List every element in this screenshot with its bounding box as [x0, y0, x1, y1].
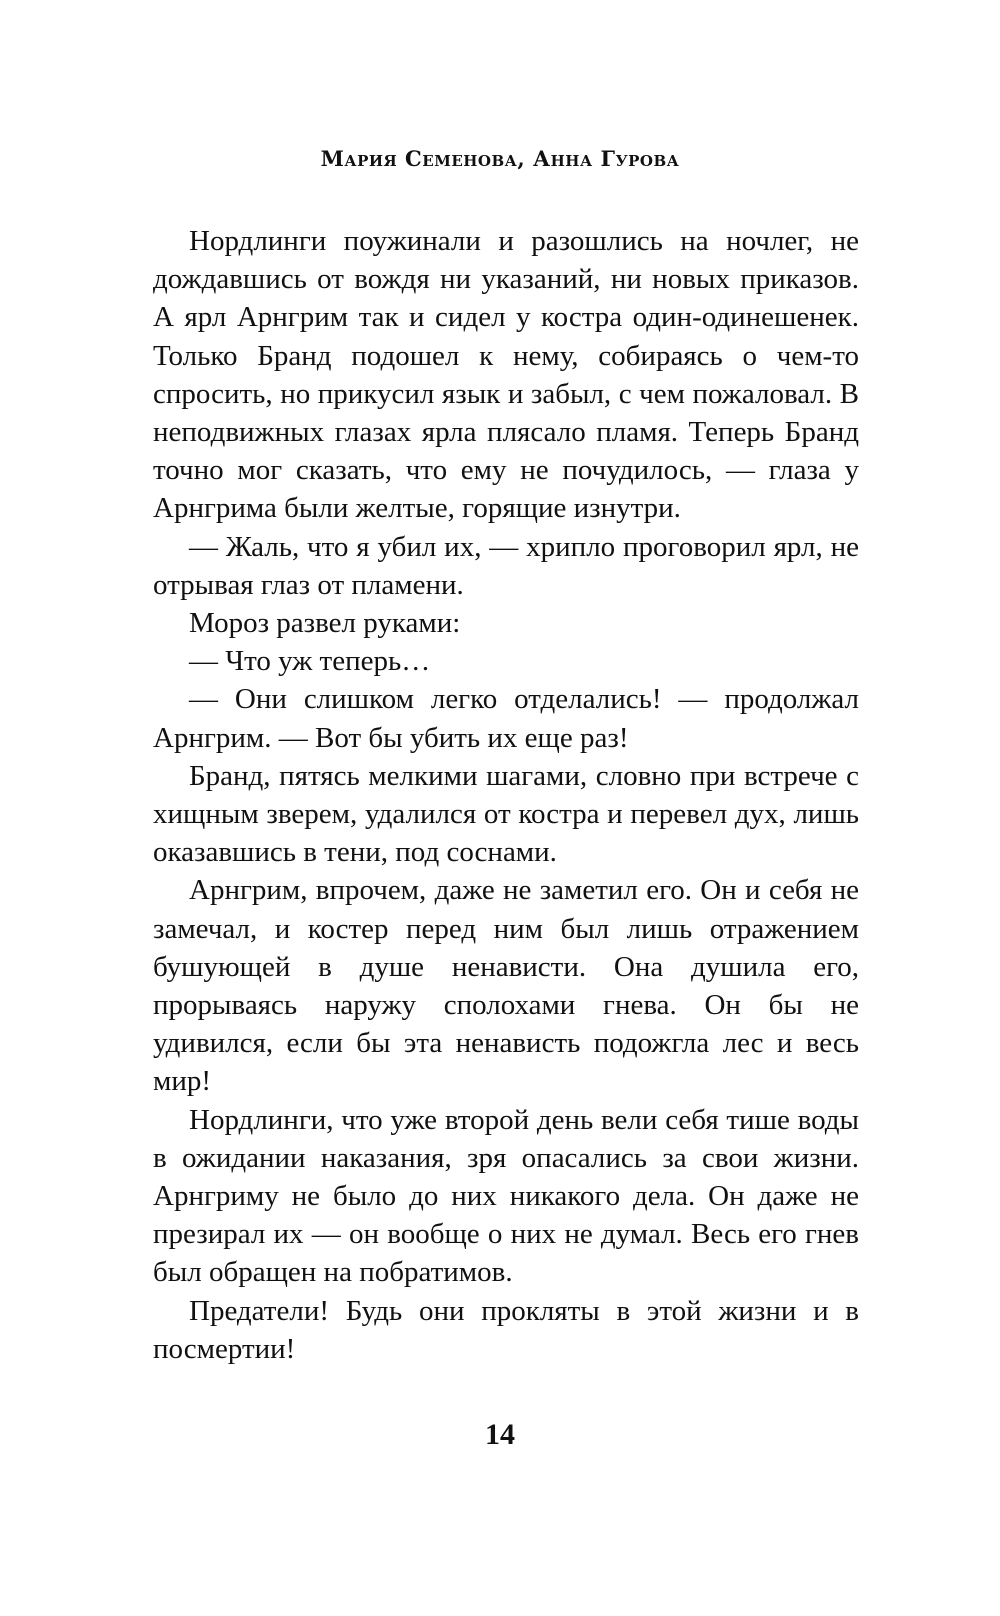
body-text [153, 222, 859, 1368]
paragraph: Арнгрим, впрочем, даже не заметил его. Он и себя не замечал, и костер перед ним был лишь отражением бушующей в душе ненависти. Она душила его, прорываясь наружу сполохами гнева. Он бы не удивился, если бы эта ненависть подожгла лес и весь мир! [153, 874, 859, 1098]
paragraph: Предатели! Будь они прокляты в этой жизни и в посмертии! [153, 1294, 859, 1365]
paragraph: Нордлинги, что уже второй день вели себя тише воды в ожидании наказания, зря опасались за свои жизни. Арнгриму не было до них никакого дела. Он даже не презирал их — он вообще о них не думал. Весь его гнев был обращен на побратимов. [153, 1103, 859, 1289]
paragraph: Нордлинги поужинали и разошлись на ночлег, не дождавшись от вождя ни указаний, ни новых приказов. А ярл Арнгрим так и сидел у костра один-одинешенек. Только Бранд подошел к нему, собираясь о чем-то спросить, но прикусил язык и забыл, с чем пожаловал. В неподвижных глазах ярла плясало пламя. Теперь Бранд точно мог сказать, что ему не почудилось, — глаза у Арнгрима были желтые, горящие изнутри. [153, 225, 859, 525]
paragraph: Бранд, пятясь мелкими шагами, словно при встрече с хищным зверем, удалился от костра и перевел дух, лишь оказавшись в тени, под соснами. [153, 759, 859, 869]
paragraph: — Что уж теперь… [189, 645, 431, 678]
paragraph: Мороз развел руками: [189, 607, 461, 640]
paragraph: — Жаль, что я убил их, — хрипло проговорил ярл, не отрывая глаз от пламени. [153, 530, 859, 601]
page-number: 14 [485, 1418, 515, 1451]
running-head-authors: Мария Семенова, Анна Гурова [320, 146, 680, 171]
paragraph: — Они слишком легко отделались! — продолжал Арнгрим. — Вот бы убить их еще раз! [153, 683, 859, 754]
